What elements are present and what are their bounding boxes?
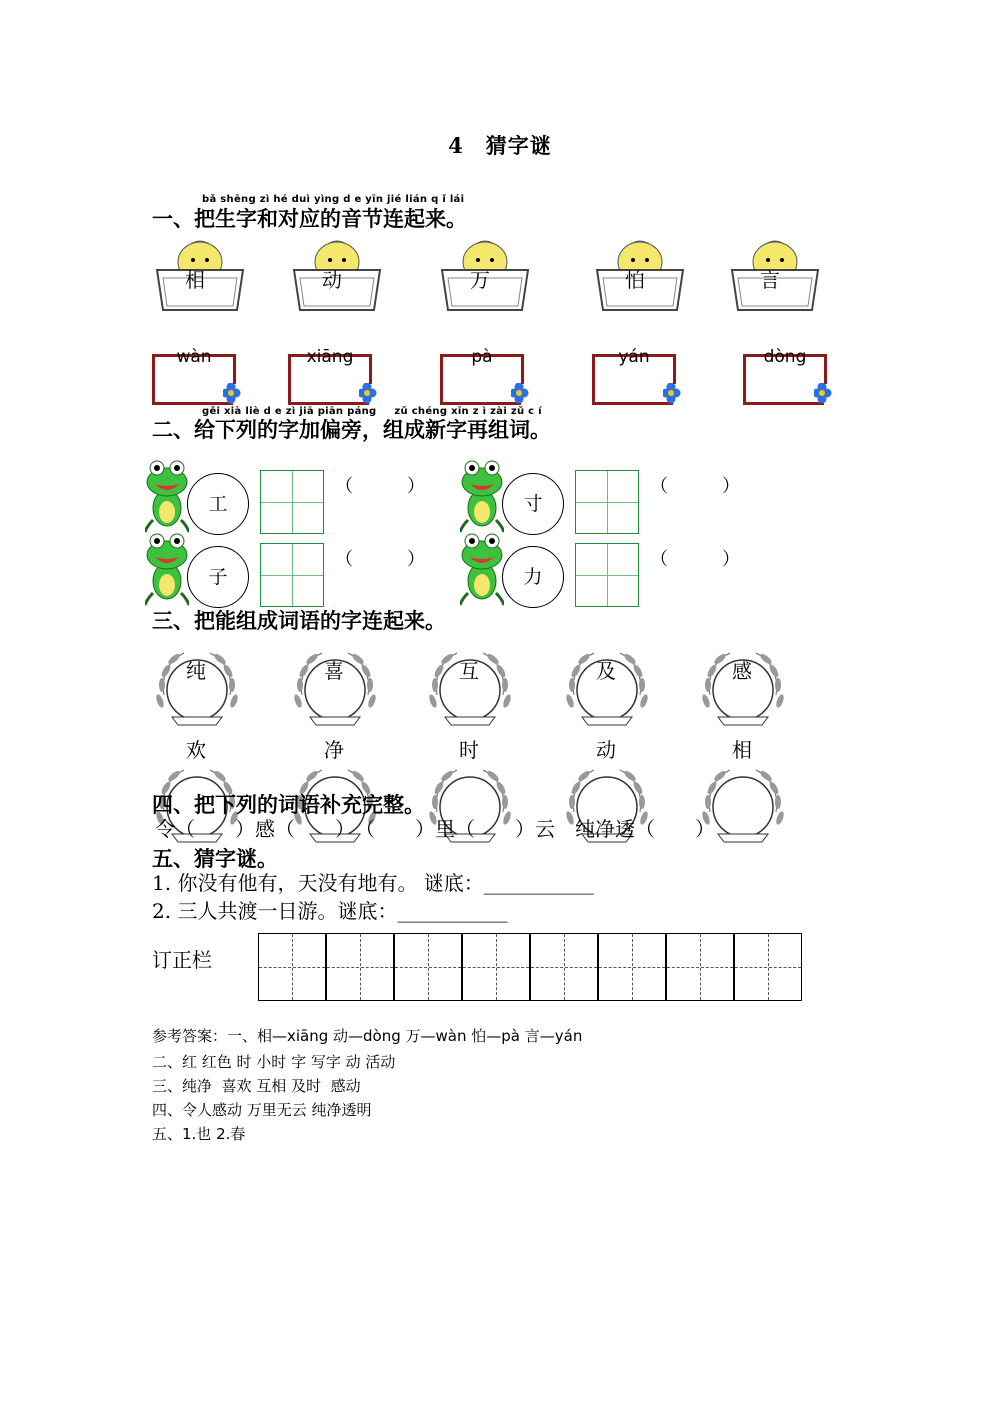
grid-cell[interactable] <box>462 933 530 1001</box>
tub-5[interactable] <box>730 240 820 315</box>
section2-heading: 二、给下列的字加偏旁，组成新字再组词。 <box>152 417 551 442</box>
radical-circle: 工 <box>187 473 249 535</box>
box-edge <box>233 354 236 384</box>
tian-grid[interactable] <box>260 470 324 534</box>
grid-cell[interactable] <box>598 933 666 1001</box>
box-edge <box>369 354 372 384</box>
section4-line: 令（ ）感（ ） （ ）里（ ）云 纯净透（ ） <box>155 817 715 841</box>
riddle-1: 1. 你没有他有，天没有地有。 谜底：___________ <box>152 871 594 895</box>
section5-heading: 五、猜字谜。 <box>152 846 278 871</box>
riddle-2: 2. 三人共渡一日游。谜底：___________ <box>152 899 508 923</box>
wreath-top-1[interactable] <box>152 645 242 731</box>
syllable-box-2[interactable] <box>288 347 369 405</box>
grid-cell[interactable] <box>394 933 462 1001</box>
section2-pinyin: gěi xià liè d e zì jiā piān páng zǔ chéng xīn z ì zài zǔ c í <box>202 406 542 417</box>
tub-3[interactable] <box>440 240 530 315</box>
frog-icon <box>145 531 189 615</box>
match-char: 动 <box>596 738 616 762</box>
correction-grid[interactable] <box>258 933 806 1001</box>
tub-char: 相 <box>185 268 205 292</box>
grid-cell[interactable] <box>258 933 326 1001</box>
answer-key <box>152 1025 582 1147</box>
syllable-box-4[interactable] <box>592 347 673 405</box>
syllable-box-5[interactable] <box>743 347 824 405</box>
frog-icon <box>460 531 504 615</box>
wreath-top-3[interactable] <box>425 645 515 731</box>
grid-cell[interactable] <box>530 933 598 1001</box>
correction-label: 订正栏 <box>152 948 212 972</box>
section4-heading: 四、把下列的词语补充完整。 <box>152 792 425 817</box>
wreath-top-5[interactable] <box>698 645 788 731</box>
syllable-text: yán <box>618 347 650 367</box>
tub-char: 万 <box>470 268 490 292</box>
syllable-box-1[interactable] <box>152 347 233 405</box>
word-blank[interactable]: （ ） <box>650 476 740 497</box>
grid-cell[interactable] <box>326 933 394 1001</box>
answer-line-5: 五、1.也 2.春 <box>152 1125 246 1143</box>
answer-line-4: 四、令人感动 万里无云 纯净透明 <box>152 1101 372 1119</box>
box-edge <box>673 354 676 384</box>
frog-icon <box>145 458 189 542</box>
wreath-top-4[interactable] <box>562 645 652 731</box>
wreath-char: 感 <box>732 659 752 683</box>
match-char: 相 <box>732 738 752 762</box>
radical-circle: 寸 <box>502 473 564 535</box>
grid-cell[interactable] <box>734 933 802 1001</box>
grid-cell[interactable] <box>666 933 734 1001</box>
frog-icon <box>460 458 504 542</box>
wreath-char: 纯 <box>186 659 206 683</box>
match-char: 欢 <box>186 738 206 762</box>
radical-circle: 子 <box>187 546 249 608</box>
flower-icon <box>814 383 832 409</box>
tub-4[interactable] <box>595 240 685 315</box>
tub-1[interactable] <box>155 240 245 315</box>
tub-char: 怕 <box>625 268 645 292</box>
wreath-top-2[interactable] <box>290 645 380 731</box>
tian-grid[interactable] <box>260 543 324 607</box>
flower-icon <box>663 383 681 409</box>
tian-grid[interactable] <box>575 543 639 607</box>
box-edge <box>824 354 827 384</box>
answer-line-2: 二、红 红色 时 小时 字 写字 动 活动 <box>152 1053 396 1071</box>
word-blank[interactable]: （ ） <box>335 549 425 570</box>
match-char: 时 <box>459 738 479 762</box>
section1-heading: 一、把生字和对应的音节连起来。 <box>152 206 467 231</box>
tub-char: 言 <box>760 268 780 292</box>
section3-heading: 三、把能组成词语的字连起来。 <box>152 608 446 633</box>
match-char: 净 <box>324 738 344 762</box>
word-blank[interactable]: （ ） <box>650 549 740 570</box>
syllable-text: xiāng <box>306 347 354 367</box>
wreath-char: 及 <box>596 659 616 683</box>
box-edge <box>521 354 524 384</box>
section1-pinyin: bǎ shēng zì hé duì yìng d e yīn jié lián q ǐ lái <box>202 194 465 205</box>
syllable-text: dòng <box>763 347 807 367</box>
syllable-box-3[interactable] <box>440 347 521 405</box>
radical-circle: 力 <box>502 546 564 608</box>
wreath-char: 喜 <box>324 659 344 683</box>
tub-char: 动 <box>322 268 342 292</box>
answer-line-3: 三、纯净 喜欢 互相 及时 感动 <box>152 1077 361 1095</box>
wreath-char: 互 <box>459 659 479 683</box>
answer-line-1: 参考答案：一、相—xiāng 动—dòng 万—wàn 怕—pà 言—yán <box>152 1027 583 1045</box>
tian-grid[interactable] <box>575 470 639 534</box>
page-title: 4 猜字谜 <box>448 133 552 158</box>
syllable-text: pà <box>471 347 493 367</box>
syllable-text: wàn <box>176 347 212 367</box>
word-blank[interactable]: （ ） <box>335 476 425 497</box>
tub-2[interactable] <box>292 240 382 315</box>
